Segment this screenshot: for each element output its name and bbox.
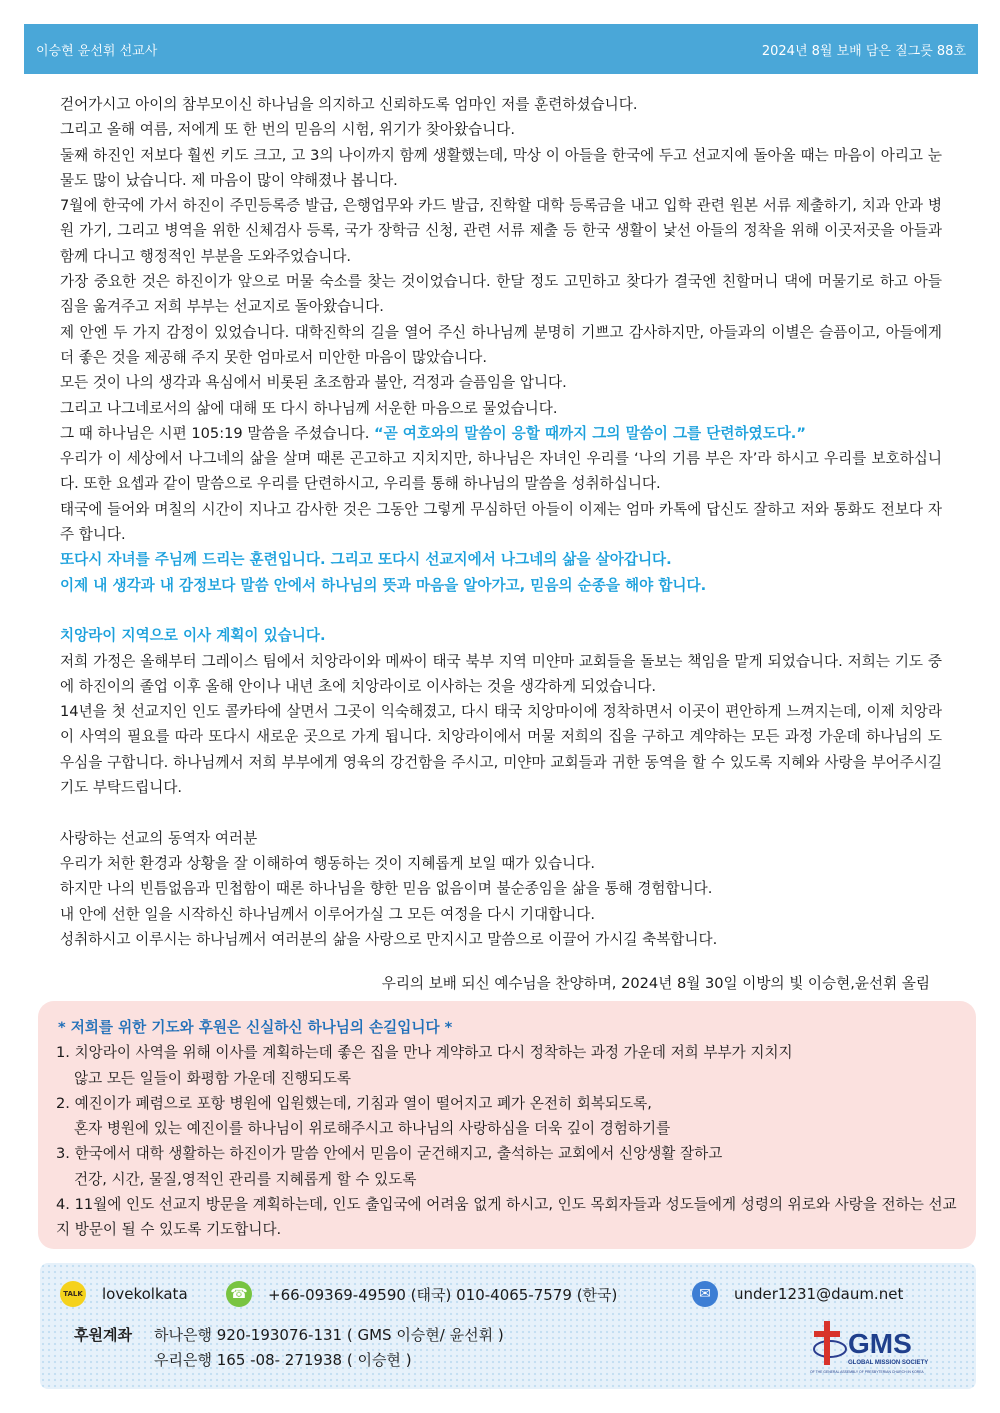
prayer-item: 2. 예진이가 폐렴으로 포항 병원에 입원했는데, 기침과 열이 떨어지고 폐가 온전히 회복되도록, — [56, 1094, 652, 1112]
paragraph: 내 안에 선한 일을 시작하신 하나님께서 이루어가실 그 모든 여정을 다시 기대합니다. — [60, 905, 595, 923]
kakao-contact — [60, 1281, 188, 1307]
highlight-line: 이제 내 생각과 내 감정보다 말씀 안에서 하나님의 뜻과 마음을 알아가고, 믿음의 순종을 해야 합니다. — [60, 576, 707, 594]
section-heading: 치앙라이 지역으로 이사 계획이 있습니다. — [60, 627, 326, 645]
paragraph: 가장 중요한 것은 하진이가 앞으로 머물 숙소를 찾는 것이었습니다. 한달 정도 고민하고 찾다가 결국엔 친할머니 댁에 머물기로 하고 아들 짐을 옮겨주고 저희 부부는 선교지로 돌아왔습니다. — [60, 273, 942, 316]
highlight-line: 또다시 자녀를 주님께 드리는 훈련입니다. 그리고 또다시 선교지에서 나그네의 삶을 살아갑니다. — [60, 551, 672, 569]
letter-body — [60, 92, 942, 952]
account-label: 후원계좌 — [74, 1326, 132, 1344]
paragraph: 7월에 한국에 가서 하진이 주민등록증 발급, 은행업무와 카드 발급, 진학할 대학 등록금을 내고 입학 관련 원본 서류 제출하기, 치과 안과 병원 가기, 그리고 병역을 위한 신체검사 등록, 국가 장학금 신청, 관련 서류 제출 등 한국 생활이 낯선 아들의 정착을 위해 이곳저곳을 아들과 함께 다니고 행정적인 부분을 도와주었습니다. — [60, 197, 942, 265]
paragraph — [60, 421, 942, 446]
kakaotalk-icon: TALK — [60, 1281, 86, 1307]
paragraph: 걷어가시고 아이의 참부모이신 하나님을 의지하고 신뢰하도록 엄마인 저를 훈련하셨습니다. — [60, 96, 638, 113]
cross-vertical — [824, 1321, 830, 1365]
paragraph: 성취하시고 이루시는 하나님께서 여러분의 삶을 사랑으로 만지시고 말씀으로 이끌어 가시길 축복합니다. — [60, 930, 718, 948]
gms-logo-tagline: OF THE GENERAL ASSEMBLY OF PRESBYTERIAN CHURCH IN KOREA — [810, 1370, 924, 1374]
header-bar — [24, 24, 978, 74]
email-address[interactable]: under1231@daum.net — [734, 1285, 904, 1303]
header-issue-title: 2024년 8월 보배 담은 질그릇 88호 — [761, 43, 966, 59]
phone-contact — [226, 1281, 617, 1307]
paragraph: 하지만 나의 빈틈없음과 민첩함이 때론 하나님을 향한 믿음 없음이며 불순종임을 삶을 통해 경험합니다. — [60, 880, 713, 898]
email-contact — [692, 1281, 903, 1307]
paragraph: 그리고 나그네로서의 삶에 대해 또 다시 하나님께 서운한 마음으로 물었습니다. — [60, 399, 558, 417]
prayer-item: 4. 11월에 인도 선교지 방문을 계획하는데, 인도 출입국에 어려움 없게 하시고, 인도 목회자들과 성도들에게 성령의 위로와 사랑을 전하는 선교지 방문이 될 수 있도록 기도합니다. — [56, 1196, 957, 1239]
scripture-intro: 그 때 하나님은 시편 105:19 말씀을 주셨습니다. — [60, 424, 370, 442]
phone-numbers[interactable]: +66-09369-49590 (태국) 010-4065-7579 (한국) — [268, 1285, 618, 1304]
prayer-item-continued: 혼자 병원에 있는 예진이를 하나님이 위로해주시고 하나님의 사랑하심을 더욱 깊이 경험하기를 — [74, 1120, 671, 1138]
prayer-item-continued: 건강, 시간, 물질,영적인 관리를 지혜롭게 할 수 있도록 — [74, 1170, 417, 1188]
paragraph: 모든 것이 나의 생각과 욕심에서 비롯된 초조함과 불안, 걱정과 슬픔임을 압니다. — [60, 374, 567, 392]
gms-logo-subtitle: GLOBAL MISSION SOCIETY — [848, 1360, 929, 1366]
scripture-quote: “곧 여호와의 말씀이 응할 때까지 그의 말씀이 그를 단련하였도다.” — [374, 424, 806, 442]
prayer-item-continued: 않고 모든 일들이 화평함 가운데 진행되도록 — [74, 1069, 351, 1087]
signature: 우리의 보배 되신 예수님을 찬양하며, 2024년 8월 30일 이방의 빛 이승현,윤선휘 올림 — [381, 975, 930, 992]
gms-logo-text: GMS — [848, 1328, 912, 1359]
prayer-request-box — [38, 1001, 976, 1249]
paragraph: 둘째 하진인 저보다 훨씬 키도 크고, 고 3의 나이까지 함께 생활했는데, 막상 이 아들을 한국에 두고 선교지에 돌아올 때는 마음이 아리고 눈물도 많이 났습니다. 제 마음이 많이 약해졌나 봅니다. — [60, 146, 942, 189]
kakao-id[interactable]: lovekolkata — [102, 1285, 188, 1303]
header-missionary-name: 이승현 윤선휘 선교사 — [36, 43, 158, 59]
greeting: 사랑하는 선교의 동역자 여러분 — [60, 829, 258, 847]
prayer-item: 3. 한국에서 대학 생활하는 하진이가 말씀 안에서 믿음이 굳건해지고, 출석하는 교회에서 신앙생활 잘하고 — [56, 1145, 723, 1163]
paragraph: 그리고 올해 여름, 저에게 또 한 번의 믿음의 시험, 위기가 찾아왔습니다. — [60, 121, 516, 139]
account-hana: 하나은행 920-193076-131 ( GMS 이승현/ 윤선휘 ) — [154, 1326, 504, 1344]
phone-icon: ☎ — [226, 1281, 252, 1307]
gms-logo — [808, 1315, 948, 1381]
cross-horizontal — [814, 1331, 840, 1337]
support-accounts — [74, 1323, 504, 1373]
paragraph: 저희 가정은 올해부터 그레이스 팀에서 치앙라이와 메싸이 태국 북부 지역 미얀마 교회들을 돌보는 책임을 맡게 되었습니다. 저희는 기도 중에 하진이의 졸업 이후 올해 안이나 내년 초에 치앙라이로 이사하는 것을 생각하게 되었습니다. — [60, 652, 942, 695]
prayer-item: 1. 치앙라이 사역을 위해 이사를 계획하는데 좋은 집을 만나 계약하고 다시 정착하는 과정 가운데 저희 부부가 지치지 — [56, 1044, 793, 1062]
account-woori: 우리은행 165 -08- 271938 ( 이승현 ) — [154, 1351, 412, 1369]
paragraph: 14년을 첫 선교지인 인도 콜카타에 살면서 그곳이 익숙해졌고, 다시 태국 치앙마이에 정착하면서 이곳이 편안하게 느껴지는데, 이제 치앙라이 사역의 필요를 따라 또다시 새로운 곳으로 가게 됩니다. 치앙라이에서 머물 저희의 집을 구하고 계약하는 모든 과정 가운데 하나님의 도우심을 구합니다. 하나님께서 저희 부부에게 영육의 강건함을 주시고, 미얀마 교회들과 귀한 동역을 할 수 있도록 지혜와 사랑을 부어주시길 기도 부탁드립니다. — [60, 703, 942, 797]
mail-icon: ✉ — [692, 1281, 718, 1307]
paragraph: 제 안엔 두 가지 감정이 있었습니다. 대학진학의 길을 열어 주신 하나님께 분명히 기쁘고 감사하지만, 아들과의 이별은 슬픔이고, 아들에게 더 좋은 것을 제공해 주지 못한 엄마로서 미안한 마음이 많았습니다. — [60, 323, 942, 366]
paragraph: 태국에 들어와 며칠의 시간이 지나고 감사한 것은 그동안 그렇게 무심하던 아들이 이제는 엄마 카톡에 답신도 잘하고 저와 통화도 전보다 자주 합니다. — [60, 500, 942, 544]
paragraph: 우리가 이 세상에서 나그네의 삶을 살며 때론 곤고하고 지치지만, 하나님은 자녀인 우리를 ‘나의 기름 부은 자’라 하시고 우리를 보호하십니다. 또한 요셉과 같이 말씀으로 우리를 단련하시고, 우리를 통해 하나님의 말씀을 성취하십니다. — [60, 450, 942, 493]
prayer-title: * 저희를 위한 기도와 후원은 신실하신 하나님의 손길입니다 * — [58, 1019, 453, 1036]
paragraph: 우리가 처한 환경과 상황을 잘 이해하여 행동하는 것이 지혜롭게 보일 때가 있습니다. — [60, 854, 595, 872]
contact-footer — [40, 1263, 976, 1389]
